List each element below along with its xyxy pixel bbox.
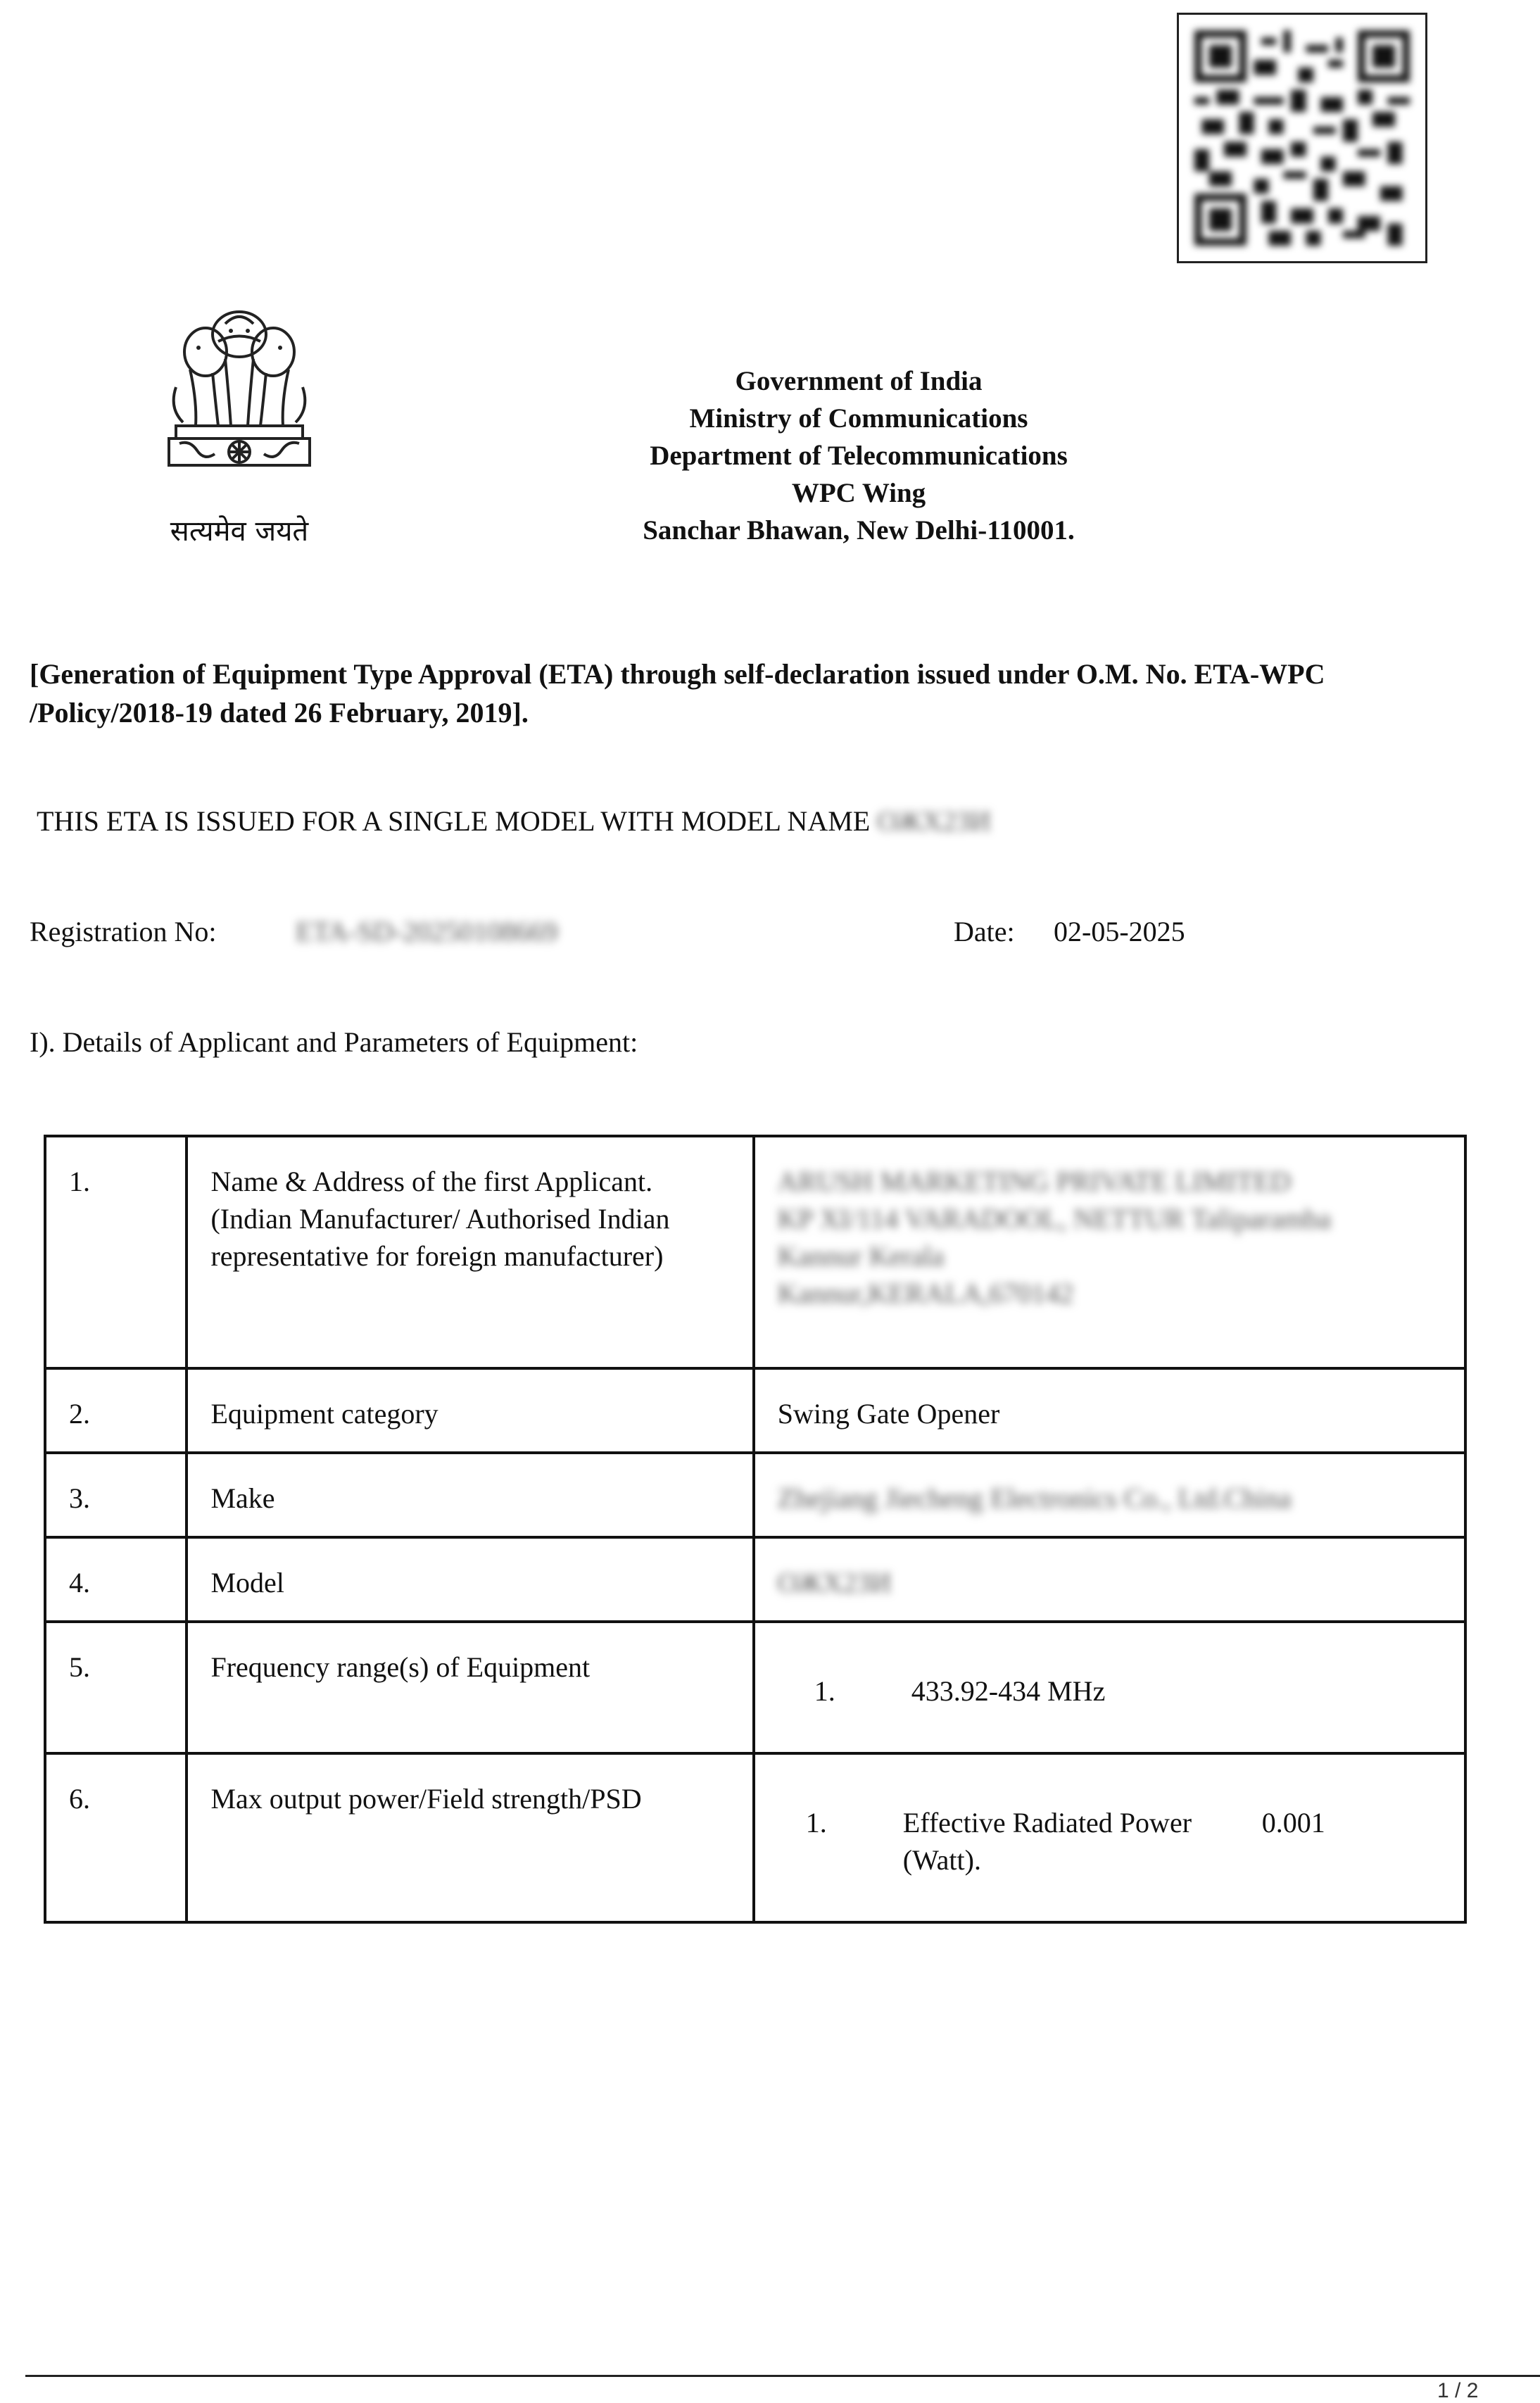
single-model-statement <box>37 805 991 838</box>
label-line: representative for foreign manufacturer) <box>210 1240 664 1272</box>
power-type: Effective Radiated Power <box>902 1807 1192 1838</box>
row-number: 1. <box>45 1136 187 1368</box>
table-row <box>45 1622 1465 1753</box>
model-name-redacted: ОЖХ2ЗИ <box>877 805 991 837</box>
date-value: 02-05-2025 <box>1054 916 1185 947</box>
single-model-prefix: THIS ETA IS ISSUED FOR A SINGLE MODEL WITH MODEL NAME <box>37 805 871 837</box>
make-redacted: Zhejiang Jiecheng Electronics Co., Ltd.China <box>777 1482 1292 1514</box>
row-number: 6. <box>45 1753 187 1922</box>
emblem-motto: सत्यमेव जयते <box>170 515 309 548</box>
row-label: Equipment category <box>187 1368 753 1453</box>
row-number: 2. <box>45 1368 187 1453</box>
label-line: (Indian Manufacturer/ Authorised Indian <box>210 1203 670 1235</box>
power-sub-number: 1. <box>805 1807 827 1838</box>
table-row <box>45 1753 1465 1922</box>
frequency-value: 433.92-434 MHz <box>911 1675 1106 1707</box>
qr-code-icon <box>1194 30 1410 246</box>
row-label: Frequency range(s) of Equipment <box>187 1622 753 1753</box>
header-line-government: Government of India <box>735 366 983 396</box>
date-label: Date: <box>954 916 1015 947</box>
issuer-header <box>549 362 1168 549</box>
frequency-sub-number: 1. <box>814 1675 835 1707</box>
equipment-category-value: Swing Gate Opener <box>754 1368 1465 1453</box>
row-number: 4. <box>45 1537 187 1622</box>
make-value <box>754 1453 1465 1537</box>
header-line-wing: WPC Wing <box>791 478 926 508</box>
table-row <box>45 1136 1465 1368</box>
details-table <box>44 1135 1467 1924</box>
model-redacted: ОЖХ2ЗИ <box>777 1567 892 1598</box>
table-row <box>45 1453 1465 1537</box>
label-line: Name & Address of the first Applicant. <box>210 1166 653 1197</box>
registration-number: ETA-SD-20250108669 <box>296 916 558 947</box>
qr-code <box>1177 13 1427 263</box>
footer-divider <box>25 2375 1540 2377</box>
national-emblem-icon <box>148 303 331 479</box>
row-number: 3. <box>45 1453 187 1537</box>
header-line-ministry: Ministry of Communications <box>689 403 1028 434</box>
table-row <box>45 1537 1465 1622</box>
power-value-cell <box>754 1753 1465 1922</box>
header-line-department: Department of Telecommunications <box>650 441 1068 471</box>
model-value <box>754 1537 1465 1622</box>
section-title: I). Details of Applicant and Parameters of Equipment: <box>30 1026 638 1058</box>
frequency-value-cell <box>754 1622 1465 1753</box>
row-label: Model <box>187 1537 753 1622</box>
address-line: KP XI/114 VARADOOL, NETTUR Taliparamba <box>777 1203 1332 1235</box>
address-line: Kannur,KERALA,670142 <box>777 1278 1074 1309</box>
eta-notice: [Generation of Equipment Type Approval (ETA) through self-declaration issued under O.M. No. ETA-WPC /Policy/2018-19 dated 26 February, 2019]. <box>30 658 1325 729</box>
row-number: 5. <box>45 1622 187 1753</box>
applicant-address <box>754 1136 1465 1368</box>
power-unit: (Watt). <box>902 1844 981 1876</box>
row-label <box>187 1136 753 1368</box>
row-label: Make <box>187 1453 753 1537</box>
header-line-address: Sanchar Bhawan, New Delhi-110001. <box>643 515 1075 545</box>
table-row <box>45 1368 1465 1453</box>
registration-label: Registration No: <box>30 916 217 947</box>
page-number: 1 / 2 <box>1437 2379 1479 2402</box>
address-line: Kannur Kerala <box>777 1240 945 1272</box>
address-line: ARUSH MARKETING PRIVATE LIMITED <box>777 1166 1292 1197</box>
row-label: Max output power/Field strength/PSD <box>187 1753 753 1922</box>
power-amount: 0.001 <box>1261 1807 1325 1838</box>
national-emblem <box>148 303 331 548</box>
